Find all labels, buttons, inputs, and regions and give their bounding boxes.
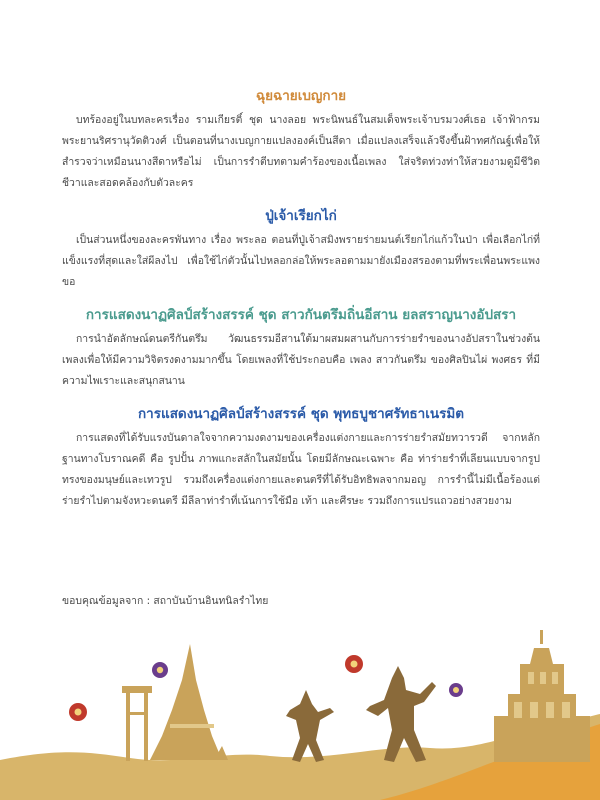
- main-content: [62, 86, 540, 524]
- temple-icon: [150, 644, 228, 760]
- section-body: การแสดงที่ได้รับแรงบันดาลใจจากความงดงามของเครื่องแต่งกายและการร่ายรำสมัยทวารวดี จากหลักฐานทางโบราณคดี คือ รูปปั้น ภาพแกะสลักในสมัยนั้น โดยมีลักษณะเฉพาะ คือ ท่าร่ายรำที่เลียนแบบจากรูปทรงของมนุษย์และเทวรูป รวมถึงเครื่องแต่งกายและดนตรีที่ได้รับอิทธิพลจากมอญ การรำนี้ไม่มีเนื้อร้องแต่ร่ายรำไปตามจังหวะดนตรี มีลีลาท่ารำที่เน้นการใช้มือ เท้า และศีรษะ รวมถึงการแปรแถวอย่างสวยงาม: [62, 432, 540, 507]
- section-buddha-bucha: [62, 404, 540, 512]
- flower-icon: [449, 683, 463, 697]
- giant-swing-icon: [122, 686, 152, 761]
- thai-landmarks-illustration: [0, 620, 600, 800]
- section-body: การนำอัตลักษณ์ดนตรีกันตรึม วัฒนธรรมอีสานใต้มาผสมผสานกับการร่ายรำของนางอัปสราในช่วงต้นเพลงเพื่อให้มีความวิจิตรงดงามมากขึ้น โดยเพลงที่ใช้ประกอบคือ เพลง สาวกันตรึม ของศิลปินไผ่ พงศธร ที่มีความไพเราะและสนุกสนาน: [62, 333, 540, 387]
- section-chui-chai: [62, 86, 540, 194]
- section-title: การแสดงนาฏศิลป์สร้างสรรค์ ชุด พุทธบูชาศรัทธาเนรมิต: [137, 406, 464, 422]
- flower-icon: [345, 655, 363, 673]
- section-body: บทร้องอยู่ในบทละครเรื่อง รามเกียรติ์ ชุด นางลอย พระนิพนธ์ในสมเด็จพระเจ้าบรมวงศ์เธอ เจ้าฟ้ากรมพระยานริศรานุวัดติวงศ์ เป็นตอนที่นางเบญกายแปลงองค์เป็นสีดา เมื่อแปลงเสร็จแล้วจึงขึ้นฝ้าทศกัณฐ์เพื่อให้สำรวจว่าเหมือนนางสีดาหรือไม่ เป็นการรำตีบทตามคำร้องของเนื้อเพลง ใส่จริตท่วงท่าให้สวยงามดูมีชีวิตชีวาและสอดคล้องกับตัวละคร: [62, 114, 540, 189]
- dancer-left-icon: [286, 690, 334, 762]
- dancer-right-icon: [366, 666, 436, 762]
- section-title: ฉุยฉายเบญกาย: [255, 88, 347, 104]
- section-title: การแสดงนาฏศิลป์สร้างสรรค์ ชุด สาวกันตรึมถิ่นอีสาน ยลสราญนางอัปสรา: [85, 307, 517, 323]
- section-title: ปู่เจ้าเรียกไก่: [265, 208, 337, 224]
- flower-icon: [69, 703, 87, 721]
- section-kantrum: [62, 305, 540, 392]
- credit-line: ขอบคุณข้อมูลจาก : สถาบันบ้านอินทนิลรำไทย: [62, 595, 269, 607]
- section-body: เป็นส่วนหนึ่งของละครพันทาง เรื่อง พระลอ ตอนที่ปู่เจ้าสมิงพรายร่ายมนต์เรียกไก่แก้วในป่า เพื่อเลือกไก่ที่แข็งแรงที่สุดและใส่ผีลงไป เพื่อใช้ไก่ตัวนั้นไปหลอกล่อให้พระลอตามมายังเมืองสรองตามที่พระเพื่อนพระแพงขอ: [62, 234, 540, 288]
- flower-icon: [152, 662, 168, 678]
- section-pu-chao: [62, 206, 540, 293]
- golden-mount-icon: [494, 630, 590, 762]
